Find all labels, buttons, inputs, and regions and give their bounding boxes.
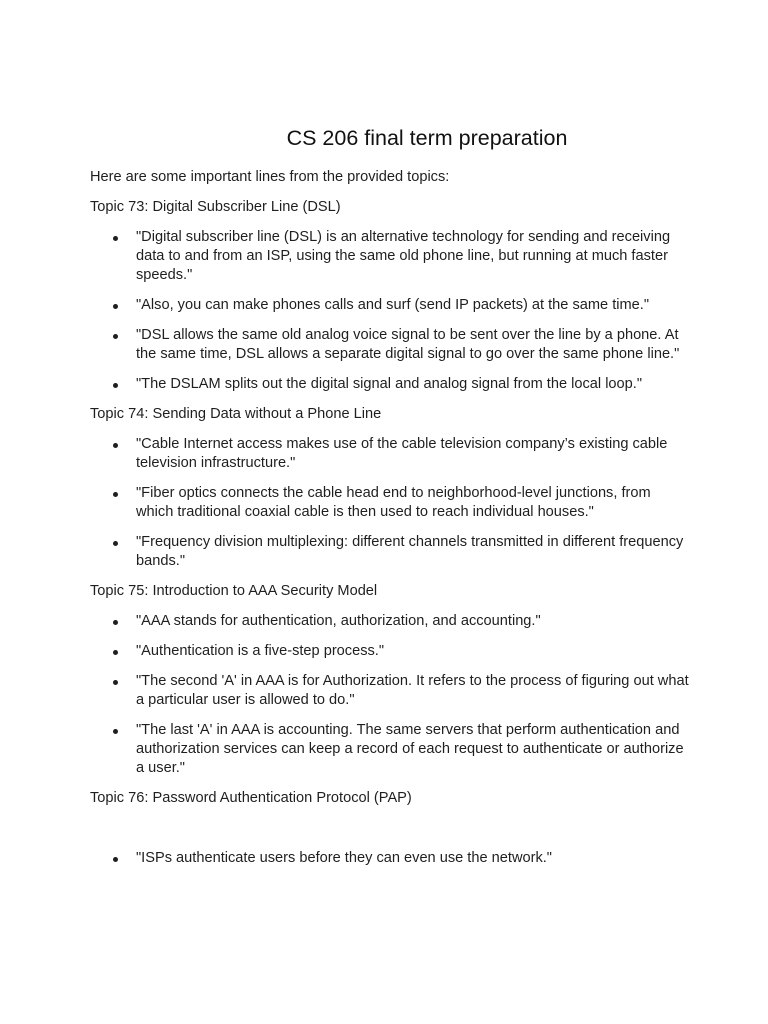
topic-heading: Topic 76: Password Authentication Protocol (PAP) bbox=[90, 790, 412, 806]
list-item: "DSL allows the same old analog voice signal to be sent over the line by a phone. At the same time, DSL allows a separate digital signal to go over the same phone line." bbox=[90, 326, 690, 364]
list-item: "Digital subscriber line (DSL) is an alternative technology for sending and receiving data to and from an ISP, using the same old phone line, but running at much faster speeds." bbox=[90, 228, 690, 285]
bullet-list bbox=[90, 435, 690, 571]
bullet-list bbox=[90, 849, 690, 868]
list-item: "AAA stands for authentication, authorization, and accounting." bbox=[90, 612, 690, 631]
list-item: "Cable Internet access makes use of the cable television company’s existing cable television infrastructure." bbox=[90, 435, 690, 473]
bullet-list bbox=[90, 228, 690, 394]
list-item: "The last 'A' in AAA is accounting. The same servers that perform authentication and authorization services can keep a record of each request to authenticate or authorize a user." bbox=[90, 721, 690, 778]
list-item: "Authentication is a five-step process." bbox=[90, 642, 690, 661]
list-item: "The second 'A' in AAA is for Authorization. It refers to the process of figuring out what a particular user is allowed to do." bbox=[90, 672, 690, 710]
topic-heading: Topic 73: Digital Subscriber Line (DSL) bbox=[90, 199, 341, 215]
list-item: "ISPs authenticate users before they can even use the network." bbox=[90, 849, 690, 868]
topic-heading: Topic 75: Introduction to AAA Security Model bbox=[90, 583, 378, 599]
list-item: "Fiber optics connects the cable head end to neighborhood-level junctions, from which traditional coaxial cable is then used to reach individual houses." bbox=[90, 484, 690, 522]
intro-text: Here are some important lines from the provided topics: bbox=[90, 169, 450, 185]
document-body bbox=[90, 168, 690, 879]
page-title: CS 206 final term preparation bbox=[286, 126, 568, 150]
blank-space bbox=[90, 819, 690, 849]
list-item: "Frequency division multiplexing: different channels transmitted in different frequency bands." bbox=[90, 533, 690, 571]
list-item: "Also, you can make phones calls and surf (send IP packets) at the same time." bbox=[90, 296, 690, 315]
list-item: "The DSLAM splits out the digital signal and analog signal from the local loop." bbox=[90, 375, 690, 394]
topic-heading: Topic 74: Sending Data without a Phone Line bbox=[90, 406, 382, 422]
bullet-list bbox=[90, 612, 690, 778]
